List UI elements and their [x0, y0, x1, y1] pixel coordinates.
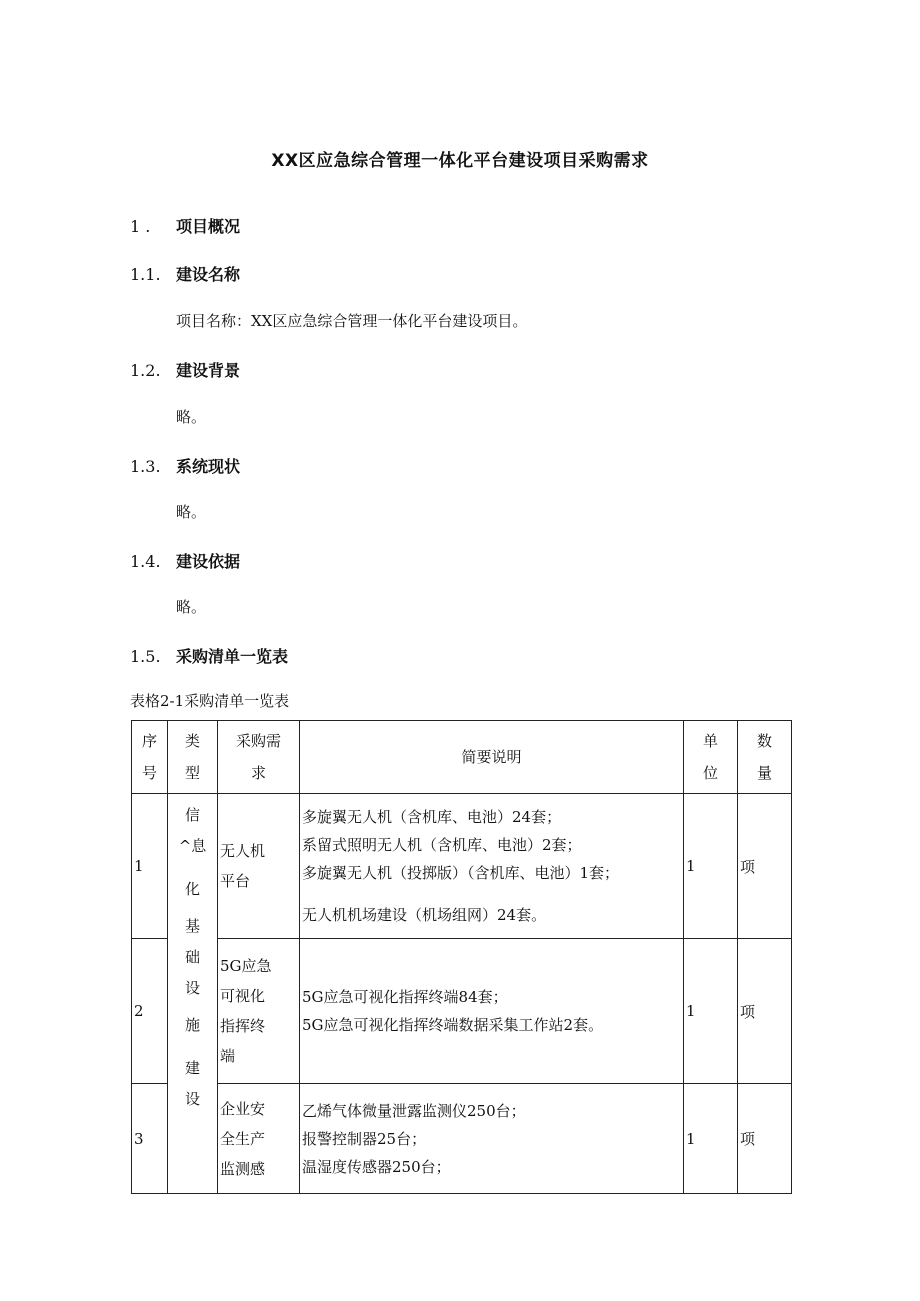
project-name-paragraph: 项目名称：XX区应急综合管理一体化平台建设项目。	[176, 312, 528, 330]
status-paragraph: 略。	[176, 503, 207, 521]
procurement-table	[131, 720, 792, 1194]
header-seq	[132, 721, 168, 794]
row-description	[300, 939, 684, 1084]
demand-line: 监测感	[220, 1159, 266, 1178]
section-title: 建设名称	[176, 265, 241, 284]
row-qty: 项	[738, 1084, 792, 1194]
section-title: 系统现状	[176, 457, 241, 476]
header-type	[168, 721, 218, 794]
header-demand-line: 求	[250, 764, 266, 782]
description-line: 报警控制器25台；	[302, 1129, 427, 1148]
row-description	[300, 794, 684, 939]
category-line: 础	[184, 948, 200, 966]
category-line: ^息	[178, 837, 207, 855]
section-heading-1-2	[130, 358, 240, 381]
demand-line: 端	[220, 1047, 236, 1065]
table-row	[132, 794, 792, 939]
section-heading-1-1	[130, 262, 240, 285]
section-title: 建设依据	[176, 552, 241, 571]
row-unit: 1	[684, 794, 738, 939]
row-qty: 项	[738, 794, 792, 939]
category-line: 基	[184, 917, 200, 935]
header-desc: 简要说明	[300, 721, 684, 794]
header-seq-line: 序	[141, 732, 157, 750]
table-row	[132, 939, 792, 1084]
row-unit: 1	[684, 939, 738, 1084]
row-demand	[218, 939, 300, 1084]
header-demand	[218, 721, 300, 794]
row-seq: 1	[132, 794, 168, 939]
header-qty-line: 数	[756, 732, 772, 750]
document-title: XX区应急综合管理一体化平台建设项目采购需求	[271, 151, 649, 171]
description-line: 无人机机场建设（机场组网）24套。	[302, 906, 547, 924]
header-unit-line: 位	[702, 764, 718, 782]
section-number: 1.2.	[130, 361, 161, 380]
row-seq: 3	[132, 1084, 168, 1194]
category-line: 设	[184, 979, 200, 997]
header-type-line: 型	[184, 764, 200, 782]
header-qty	[738, 721, 792, 794]
section-title: 项目概况	[176, 217, 241, 236]
demand-line: 企业安	[220, 1099, 266, 1118]
header-qty-line: 量	[756, 764, 772, 782]
section-title: 采购清单一览表	[176, 647, 289, 666]
header-unit	[684, 721, 738, 794]
table-header-row	[132, 721, 792, 794]
section-number: 1 .	[130, 217, 151, 236]
description-line: 系留式照明无人机（含机库、电池）2套；	[302, 836, 582, 854]
category-line: 化	[184, 880, 200, 898]
description-line: 5G应急可视化指挥终端数据采集工作站2套。	[302, 1016, 604, 1034]
section-title: 建设背景	[176, 361, 241, 380]
section-number: 1.3.	[130, 457, 161, 476]
section-number: 1.4.	[130, 552, 161, 571]
category-line: 设	[184, 1090, 200, 1108]
basis-paragraph: 略。	[176, 598, 207, 616]
description-line: 5G应急可视化指挥终端84套；	[302, 988, 508, 1006]
description-line: 温湿度传感器250台；	[302, 1157, 451, 1176]
header-unit-line: 单	[702, 732, 718, 750]
header-type-line: 类	[184, 732, 200, 750]
demand-line: 5G应急	[220, 957, 272, 975]
row-qty: 项	[738, 939, 792, 1084]
demand-line: 可视化	[220, 987, 266, 1005]
section-heading-1	[130, 214, 240, 237]
row-unit: 1	[684, 1084, 738, 1194]
category-line: 施	[184, 1016, 200, 1034]
demand-line: 指挥终	[220, 1017, 266, 1035]
header-seq-line: 号	[141, 764, 157, 782]
demand-line: 全生产	[220, 1129, 266, 1148]
section-heading-1-4	[130, 549, 240, 572]
table-row	[132, 1084, 792, 1194]
demand-line: 无人机	[220, 842, 266, 860]
section-number: 1.1.	[130, 265, 161, 284]
header-demand-line: 采购需	[235, 732, 281, 750]
row-demand	[218, 794, 300, 939]
row-demand	[218, 1084, 300, 1194]
description-line: 乙烯气体微量泄露监测仪250台；	[302, 1101, 526, 1120]
demand-line: 平台	[220, 872, 251, 890]
category-line: 建	[184, 1059, 200, 1077]
table-caption: 表格2-1采购清单一览表	[130, 692, 290, 710]
section-heading-1-5	[130, 644, 288, 667]
category-cell	[168, 794, 218, 1194]
background-paragraph: 略。	[176, 408, 207, 426]
row-seq: 2	[132, 939, 168, 1084]
section-heading-1-3	[130, 454, 240, 477]
category-line: 信	[184, 806, 200, 824]
description-line: 多旋翼无人机（投掷版）（含机库、电池）1套；	[302, 864, 620, 882]
description-line: 多旋翼无人机（含机库、电池）24套；	[302, 808, 562, 826]
row-description	[300, 1084, 684, 1194]
section-number: 1.5.	[130, 647, 161, 666]
